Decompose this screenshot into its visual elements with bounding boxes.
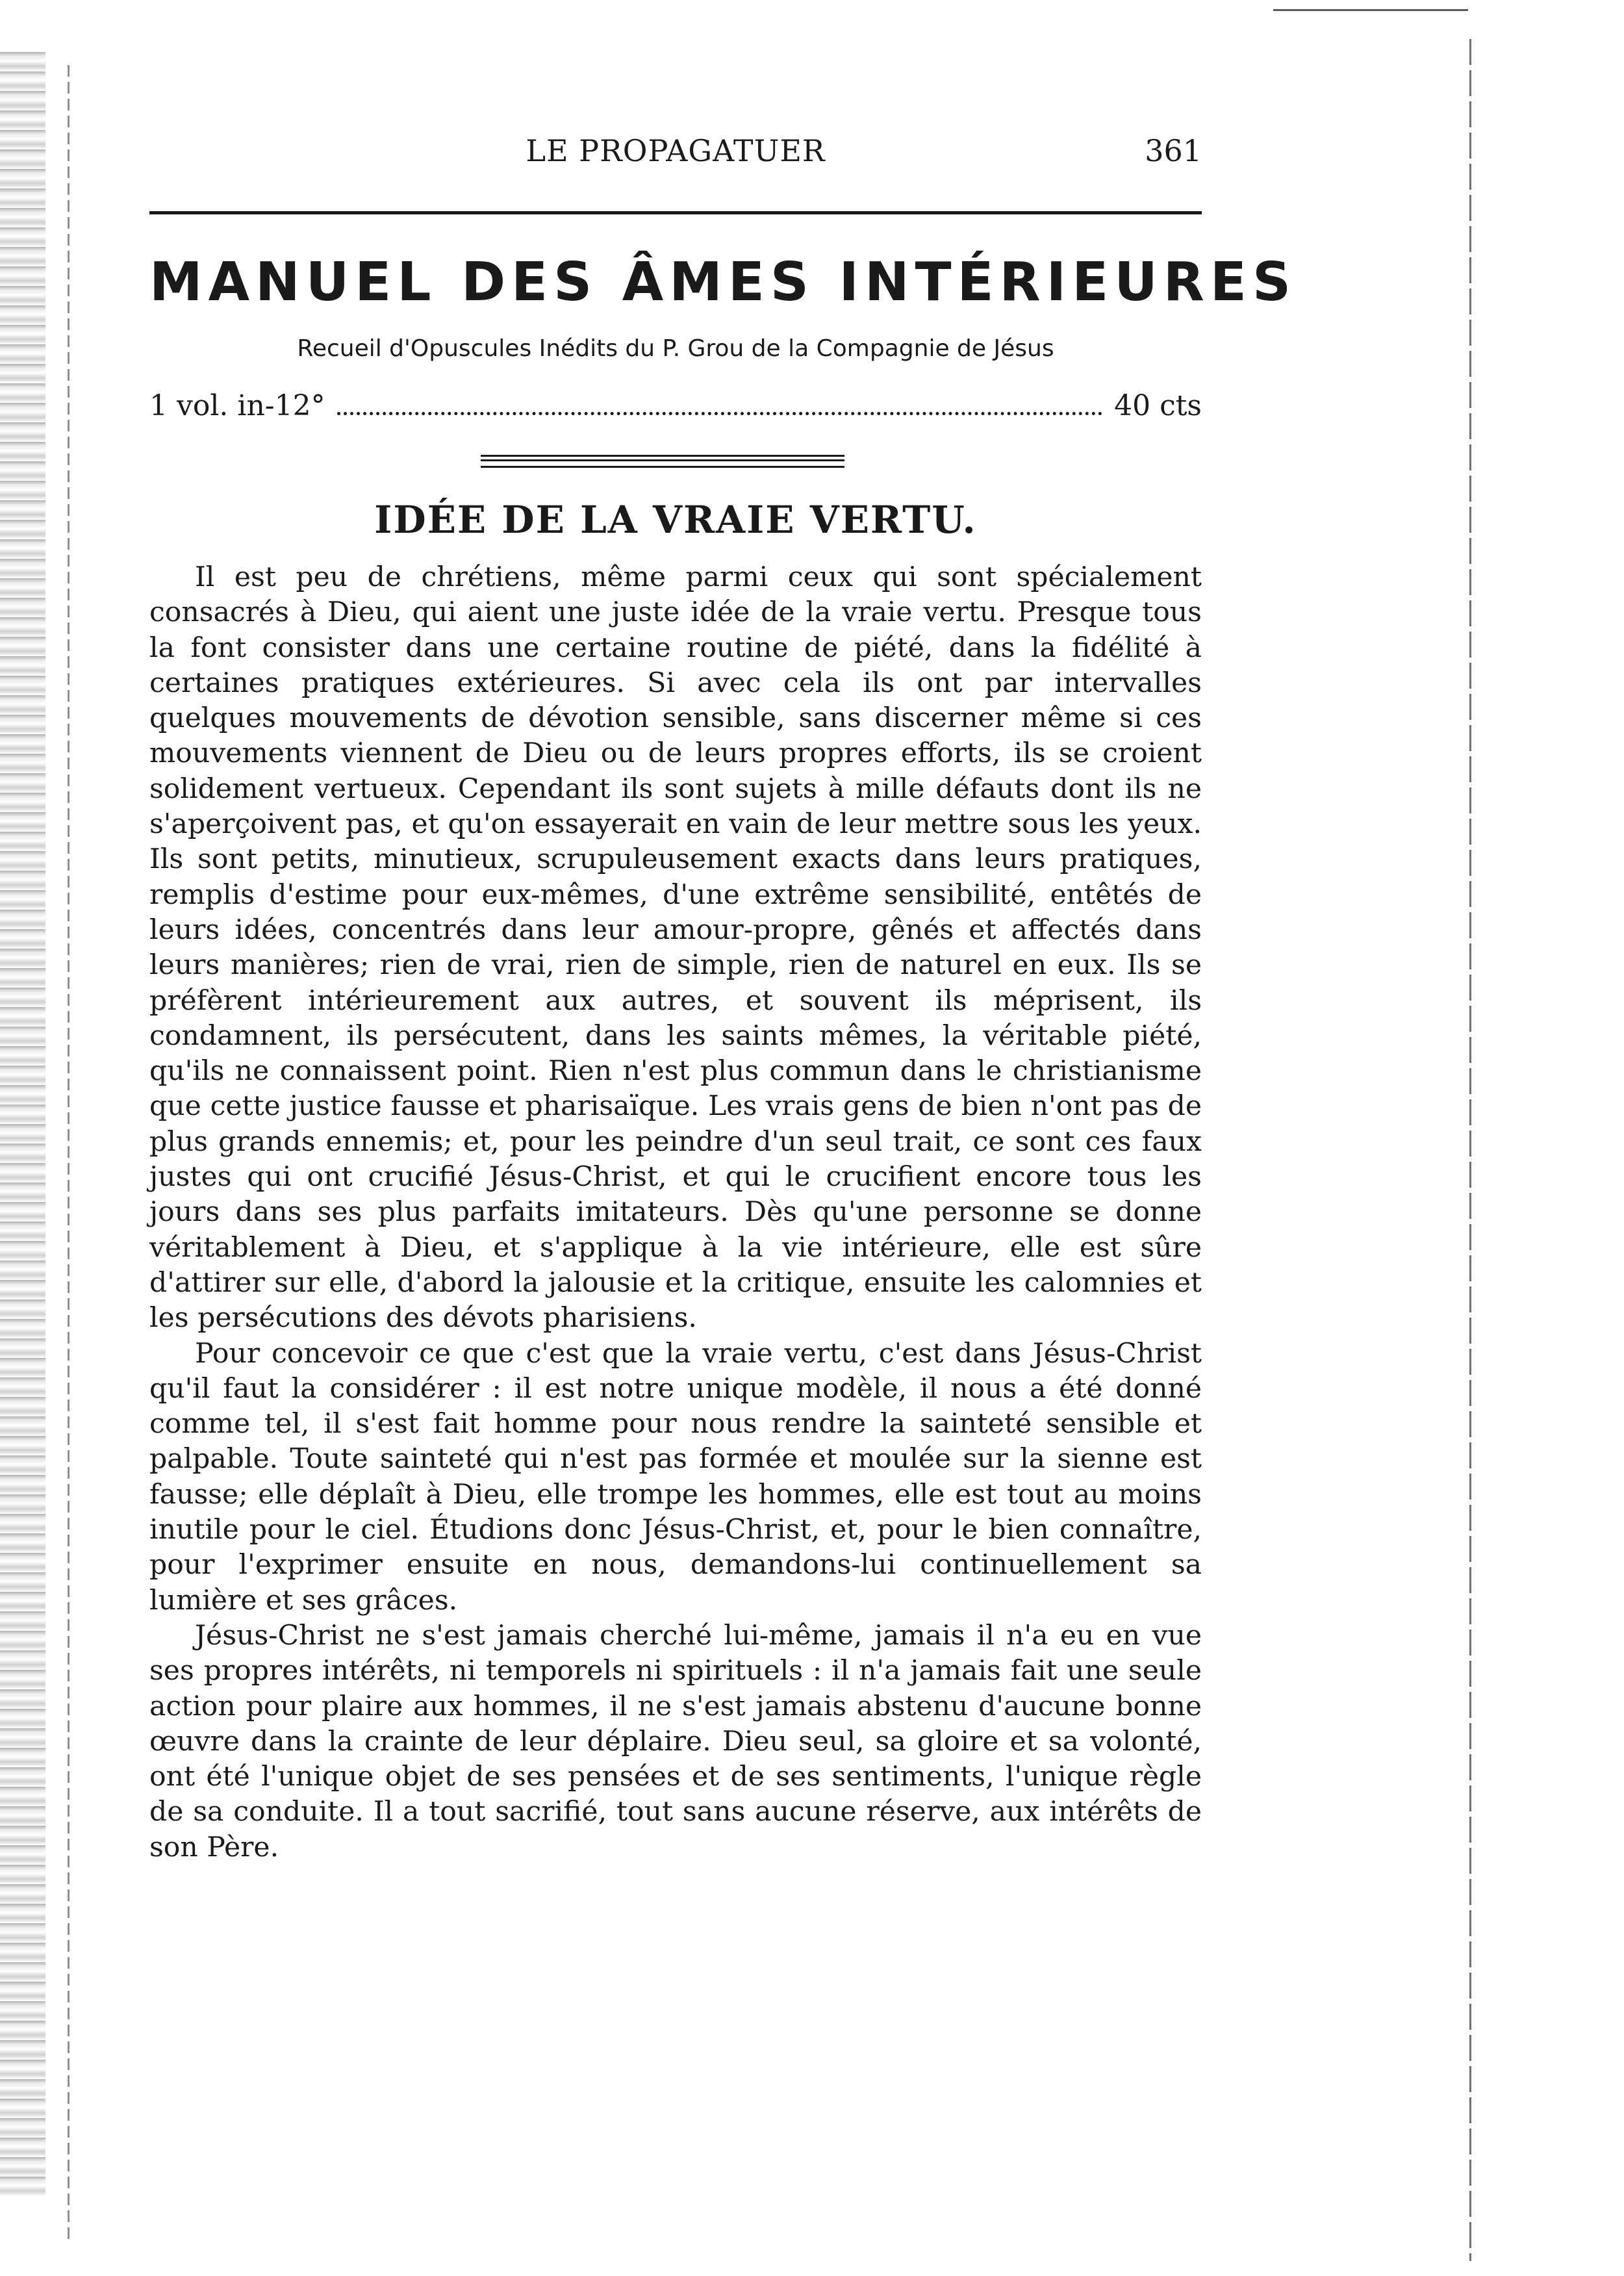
book-format: 1 vol. in-12° <box>149 389 325 422</box>
dot-leader <box>337 412 1102 415</box>
article-title: IDÉE DE LA VRAIE VERTU. <box>374 498 977 542</box>
running-head-title: LE PROPAGATUER <box>526 133 826 168</box>
scan-binding-shadow <box>0 52 45 2196</box>
book-listing <box>149 387 1202 426</box>
scan-binding-line <box>68 65 70 2242</box>
paragraph: Il est peu de chrétiens, même parmi ceux qui sont spécialement consacrés à Dieu, qui aient une juste idée de la vraie vertu. Presque tous la font consister dans une certaine routine de piété, dans la fidélité à certaines pratiques extérieures. Si avec cela ils ont par intervalles quelques mouvements de dévotion sensible, sans discerner même si ces mouvements viennent de Dieu ou de leurs propres efforts, ils se croient solidement vertueux. Cependant ils sont sujets à mille défauts dont ils ne s'aperçoivent pas, et qu'on essayerait en vain de leur mettre sous les yeux. Ils sont petits, minutieux, scrupuleusement exacts dans leurs pratiques, remplis d'estime pour eux-mêmes, d'une extrême sensibilité, entêtés de leurs idées, concentrés dans leur amour-propre, gênés et affectés dans leurs manières; rien de vrai, rien de simple, rien de naturel en eux. Ils se préfèrent intérieurement aux autres, et souvent ils méprisent, ils condamnent, ils persécutent, dans les saints mêmes, la véritable piété, qu'ils ne connaissent point. Rien n'est plus commun dans le christianisme que cette justice fausse et pharisaïque. Les vrais gens de bien n'ont pas de plus grands ennemis; et, pour les peindre d'un seul trait, ce sont ces faux justes qui ont crucifié Jésus-Christ, et qui le crucifient encore tous les jours dans ses plus parfaits imitateurs. Dès qu'une personne se donne véritablement à Dieu, et s'applique à la vie intérieure, elle est sûre d'attirer sur elle, d'abord la jalousie et la critique, ensuite les calomnies et les persécutions des dévots pharisiens. <box>149 561 1202 1335</box>
article-body <box>149 560 1202 1865</box>
scan-trim-top <box>1273 9 1468 11</box>
book-price: 40 cts <box>1114 389 1202 422</box>
paragraph: Jésus-Christ ne s'est jamais cherché lui-même, jamais il n'a eu en vue ses propres intérêts, ni temporels ni spirituels : il n'a jamais fait une seule action pour plaire aux hommes, il ne s'est jamais abstenu d'aucune bonne œuvre dans la crainte de leur déplaire. Dieu seul, sa gloire et sa volonté, ont été l'unique objet de ses pensées et de ses sentiments, l'unique règle de sa conduite. Il a tout sacrifié, tout sans aucune réserve, aux intérêts de son Père. <box>149 1619 1202 1863</box>
book-subtitle: Recueil d'Opuscules Inédits du P. Grou de la Compagnie de Jésus <box>297 335 1054 362</box>
page-number: 361 <box>1145 133 1202 168</box>
book-title: MANUEL DES ÂMES INTÉRIEURES <box>149 251 1297 313</box>
running-head <box>149 133 1202 172</box>
scan-trim-line <box>1469 39 1471 2261</box>
section-divider <box>481 455 844 468</box>
header-rule <box>149 211 1202 214</box>
paragraph: Pour concevoir ce que c'est que la vraie vertu, c'est dans Jésus-Christ qu'il faut la considérer : il est notre unique modèle, il nous a été donné comme tel, il s'est fait homme pour nous rendre la sainteté sensible et palpable. Toute sainteté qui n'est pas formée et moulée sur la sienne est fausse; elle déplaît à Dieu, elle trompe les hommes, elle est tout au moins inutile pour le ciel. Étudions donc Jésus-Christ, et, pour le bien connaître, pour l'exprimer ensuite en nous, demandons-lui continuellement sa lumière et ses grâces. <box>149 1337 1202 1617</box>
